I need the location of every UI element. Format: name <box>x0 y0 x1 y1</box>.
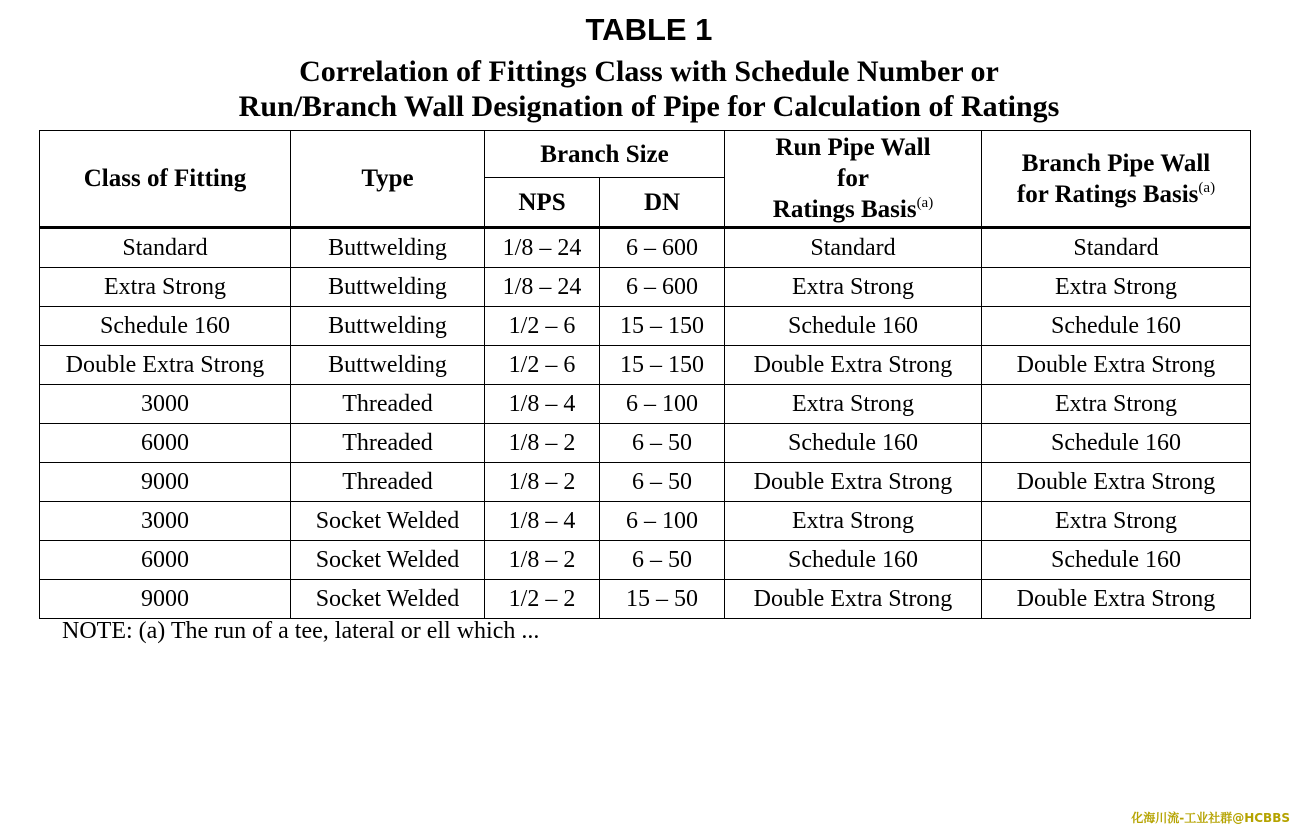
table-caption <box>0 54 1298 124</box>
cell-nps: 1/8 – 2 <box>485 463 600 502</box>
cell-run-wall: Schedule 160 <box>725 541 982 580</box>
table-row <box>40 580 1251 619</box>
cell-type: Socket Welded <box>291 502 485 541</box>
header-run-pipe-wall <box>725 131 982 228</box>
footnote-a-marker: (a) <box>1198 179 1216 196</box>
cell-type: Socket Welded <box>291 541 485 580</box>
watermark: 化海川流-工业社群@HCBBS <box>1131 811 1290 825</box>
cell-branch-wall: Extra Strong <box>982 268 1251 307</box>
cell-run-wall: Extra Strong <box>725 385 982 424</box>
cell-run-wall: Schedule 160 <box>725 307 982 346</box>
table-row <box>40 307 1251 346</box>
cell-nps: 1/8 – 2 <box>485 541 600 580</box>
cell-run-wall: Standard <box>725 228 982 268</box>
table-header <box>40 131 1251 228</box>
table-row <box>40 228 1251 268</box>
cell-class: Extra Strong <box>40 268 291 307</box>
cell-dn: 6 – 600 <box>600 228 725 268</box>
cell-type: Buttwelding <box>291 307 485 346</box>
cell-class: 6000 <box>40 541 291 580</box>
cell-type: Threaded <box>291 463 485 502</box>
header-class-of-fitting: Class of Fitting <box>40 131 291 228</box>
header-run-pipe-wall-line-2: for <box>837 165 869 192</box>
header-branch-pipe-wall-line-1: Branch Pipe Wall <box>1021 149 1211 177</box>
cell-dn: 6 – 600 <box>600 268 725 307</box>
table-note-clipped <box>62 617 1212 644</box>
fittings-ratings-table <box>39 130 1251 619</box>
caption-line-1: Correlation of Fittings Class with Schedule Number or <box>299 55 999 88</box>
cell-type: Buttwelding <box>291 268 485 307</box>
header-branch-size: Branch Size <box>485 131 725 178</box>
footnote-a-marker: (a) <box>916 195 934 211</box>
cell-branch-wall: Standard <box>982 228 1251 268</box>
cell-branch-wall: Double Extra Strong <box>982 346 1251 385</box>
header-run-pipe-wall-line-3-text: Ratings Basis <box>772 196 917 223</box>
table-row <box>40 385 1251 424</box>
table-note-text: NOTE: (a) The run of a tee, lateral or ell which ... <box>62 618 540 644</box>
cell-branch-wall: Double Extra Strong <box>982 580 1251 619</box>
header-type: Type <box>291 131 485 228</box>
cell-dn: 6 – 50 <box>600 463 725 502</box>
table-body <box>40 228 1251 619</box>
cell-branch-wall: Schedule 160 <box>982 424 1251 463</box>
table-row <box>40 424 1251 463</box>
cell-class: 3000 <box>40 385 291 424</box>
cell-class: Double Extra Strong <box>40 346 291 385</box>
header-branch-pipe-wall <box>982 131 1251 228</box>
cell-type: Socket Welded <box>291 580 485 619</box>
cell-branch-wall: Extra Strong <box>982 385 1251 424</box>
table-row <box>40 463 1251 502</box>
cell-dn: 6 – 50 <box>600 541 725 580</box>
cell-nps: 1/8 – 4 <box>485 385 600 424</box>
cell-branch-wall: Double Extra Strong <box>982 463 1251 502</box>
cell-class: 3000 <box>40 502 291 541</box>
cell-dn: 6 – 100 <box>600 385 725 424</box>
header-branch-pipe-wall-line-2-text: for Ratings Basis <box>1016 180 1199 208</box>
cell-nps: 1/2 – 2 <box>485 580 600 619</box>
cell-branch-wall: Schedule 160 <box>982 307 1251 346</box>
table-row <box>40 541 1251 580</box>
cell-dn: 6 – 50 <box>600 424 725 463</box>
cell-class: 9000 <box>40 580 291 619</box>
cell-run-wall: Extra Strong <box>725 268 982 307</box>
cell-class: Schedule 160 <box>40 307 291 346</box>
cell-class: Standard <box>40 228 291 268</box>
cell-type: Threaded <box>291 424 485 463</box>
header-run-pipe-wall-line-3 <box>725 194 981 225</box>
cell-run-wall: Double Extra Strong <box>725 463 982 502</box>
header-nps: NPS <box>485 178 600 228</box>
header-run-pipe-wall-line-1: Run Pipe Wall <box>775 134 931 161</box>
caption-line-2: Run/Branch Wall Designation of Pipe for Calculation of Ratings <box>238 90 1060 123</box>
cell-dn: 15 – 150 <box>600 307 725 346</box>
header-branch-pipe-wall-line-2 <box>982 179 1250 210</box>
cell-nps: 1/8 – 2 <box>485 424 600 463</box>
cell-nps: 1/2 – 6 <box>485 307 600 346</box>
cell-nps: 1/2 – 6 <box>485 346 600 385</box>
table-container <box>39 130 1251 619</box>
cell-dn: 15 – 150 <box>600 346 725 385</box>
cell-run-wall: Double Extra Strong <box>725 346 982 385</box>
cell-type: Buttwelding <box>291 346 485 385</box>
cell-run-wall: Extra Strong <box>725 502 982 541</box>
cell-type: Threaded <box>291 385 485 424</box>
header-dn: DN <box>600 178 725 228</box>
cell-dn: 15 – 50 <box>600 580 725 619</box>
table-label: TABLE 1 <box>585 12 713 47</box>
table-row <box>40 268 1251 307</box>
cell-run-wall: Schedule 160 <box>725 424 982 463</box>
table-row <box>40 346 1251 385</box>
table-row <box>40 502 1251 541</box>
cell-class: 6000 <box>40 424 291 463</box>
cell-dn: 6 – 100 <box>600 502 725 541</box>
cell-run-wall: Double Extra Strong <box>725 580 982 619</box>
cell-nps: 1/8 – 4 <box>485 502 600 541</box>
cell-branch-wall: Extra Strong <box>982 502 1251 541</box>
cell-class: 9000 <box>40 463 291 502</box>
cell-nps: 1/8 – 24 <box>485 228 600 268</box>
cell-branch-wall: Schedule 160 <box>982 541 1251 580</box>
cell-type: Buttwelding <box>291 228 485 268</box>
cell-nps: 1/8 – 24 <box>485 268 600 307</box>
